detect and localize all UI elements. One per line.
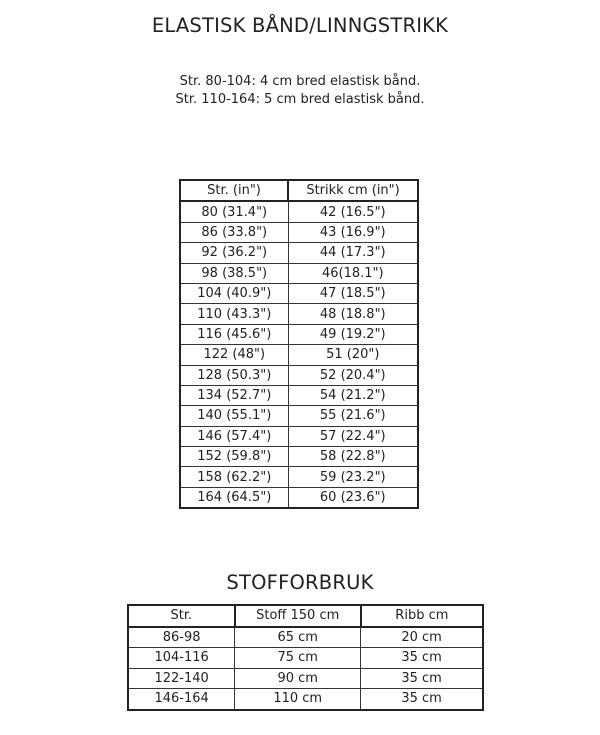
elastic-length-cell: 54 (21.2") <box>288 385 418 405</box>
table-header-row <box>180 180 418 201</box>
table-row <box>180 201 418 222</box>
table-row <box>180 304 418 324</box>
rib-cell: 35 cm <box>361 689 483 710</box>
size-cell: 140 (55.1") <box>180 406 288 426</box>
size-cell: 98 (38.5") <box>180 263 288 283</box>
size-cell: 158 (62.2") <box>180 467 288 487</box>
table-row <box>180 263 418 283</box>
rib-cell: 35 cm <box>361 648 483 669</box>
table-row <box>180 487 418 508</box>
table-row <box>128 668 483 689</box>
column-header-size: Str. (in") <box>180 180 288 201</box>
size-range-cell: 86-98 <box>128 627 235 648</box>
fabric-cell: 75 cm <box>235 648 361 669</box>
elastic-length-cell: 57 (22.4") <box>288 426 418 446</box>
rib-cell: 20 cm <box>361 627 483 648</box>
elastic-length-cell: 47 (18.5") <box>288 283 418 303</box>
size-cell: 164 (64.5") <box>180 487 288 508</box>
size-cell: 152 (59.8") <box>180 447 288 467</box>
size-cell: 110 (43.3") <box>180 304 288 324</box>
elastic-length-cell: 55 (21.6") <box>288 406 418 426</box>
fabric-section-title: STOFFORBRUK <box>226 571 374 594</box>
table-row <box>180 467 418 487</box>
table-row <box>180 243 418 263</box>
elastic-length-cell: 48 (18.8") <box>288 304 418 324</box>
table-row <box>180 385 418 405</box>
elastic-length-cell: 52 (20.4") <box>288 365 418 385</box>
size-cell: 116 (45.6") <box>180 324 288 344</box>
table-row <box>180 324 418 344</box>
elastic-length-cell: 51 (20") <box>288 345 418 365</box>
table-row <box>128 689 483 710</box>
elastic-length-cell: 44 (17.3") <box>288 243 418 263</box>
fabric-cell: 90 cm <box>235 668 361 689</box>
size-cell: 146 (57.4") <box>180 426 288 446</box>
table-row <box>180 447 418 467</box>
size-cell: 134 (52.7") <box>180 385 288 405</box>
elastic-size-table <box>179 179 419 509</box>
size-cell: 86 (33.8") <box>180 222 288 242</box>
size-cell: 128 (50.3") <box>180 365 288 385</box>
table-row <box>180 406 418 426</box>
size-range-cell: 122-140 <box>128 668 235 689</box>
table-row <box>180 365 418 385</box>
size-cell: 122 (48") <box>180 345 288 365</box>
table-row <box>180 426 418 446</box>
column-header-elastic: Strikk cm (in") <box>288 180 418 201</box>
size-cell: 104 (40.9") <box>180 283 288 303</box>
size-cell: 92 (36.2") <box>180 243 288 263</box>
column-header-fabric: Stoff 150 cm <box>235 605 361 627</box>
size-range-cell: 104-116 <box>128 648 235 669</box>
elastic-length-cell: 59 (23.2") <box>288 467 418 487</box>
elastic-length-cell: 58 (22.8") <box>288 447 418 467</box>
fabric-cell: 110 cm <box>235 689 361 710</box>
elastic-length-cell: 49 (19.2") <box>288 324 418 344</box>
table-row <box>180 345 418 365</box>
table-row <box>180 222 418 242</box>
elastic-length-cell: 43 (16.9") <box>288 222 418 242</box>
table-row <box>128 648 483 669</box>
elastic-note-line-1: Str. 80-104: 4 cm bred elastisk bånd. <box>179 74 421 89</box>
column-header-size: Str. <box>128 605 235 627</box>
fabric-cell: 65 cm <box>235 627 361 648</box>
elastic-section-title: ELASTISK BÅND/LINNGSTRIKK <box>151 14 449 37</box>
size-cell: 80 (31.4") <box>180 201 288 222</box>
column-header-rib: Ribb cm <box>361 605 483 627</box>
elastic-note-line-2: Str. 110-164: 5 cm bred elastisk bånd. <box>175 92 425 107</box>
elastic-length-cell: 60 (23.6") <box>288 487 418 508</box>
fabric-usage-table <box>127 604 484 711</box>
elastic-length-cell: 42 (16.5") <box>288 201 418 222</box>
table-row <box>128 627 483 648</box>
elastic-length-cell: 46(18.1") <box>288 263 418 283</box>
table-row <box>180 283 418 303</box>
table-header-row <box>128 605 483 627</box>
size-range-cell: 146-164 <box>128 689 235 710</box>
rib-cell: 35 cm <box>361 668 483 689</box>
